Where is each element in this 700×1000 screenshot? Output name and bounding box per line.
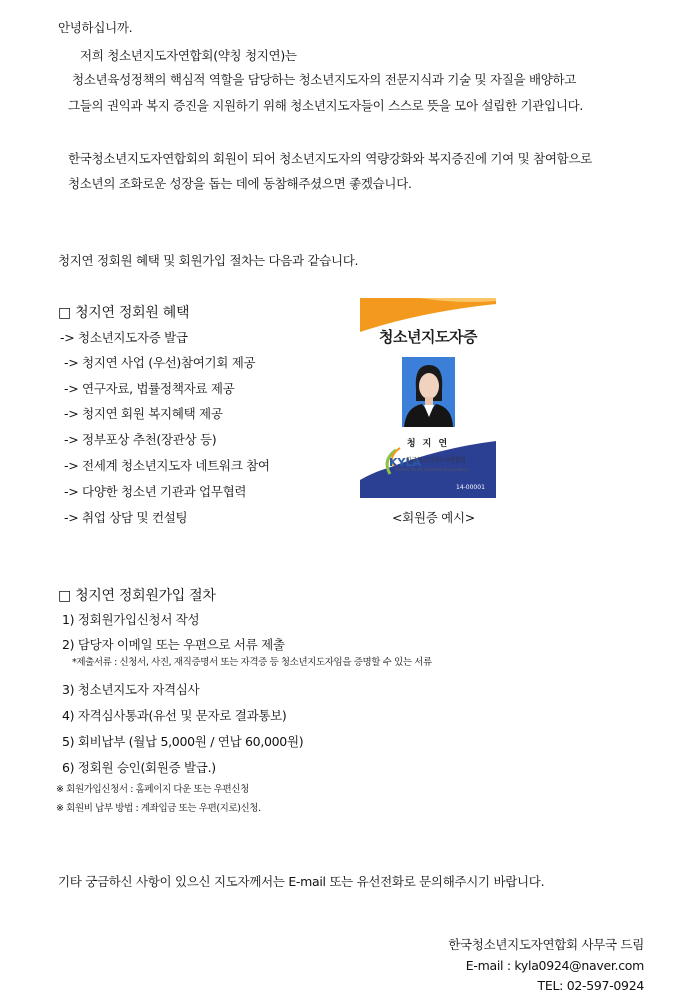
signature-tel: TEL: 02-597-0924 xyxy=(537,978,644,993)
kyla-logo: KYLA xyxy=(389,456,422,469)
member-id-card-image xyxy=(360,298,496,498)
procedure-step: 2) 담당자 이메일 또는 우편으로 서류 제출 xyxy=(62,637,285,652)
benefit-item: -> 연구자료, 법률정책자료 제공 xyxy=(64,381,235,396)
person-portrait-icon xyxy=(402,357,455,427)
closing-text: 기타 궁금하신 사항이 있으신 지도자께서는 E-mail 또는 유선전화로 문의해주시기 바랍니다. xyxy=(58,874,545,889)
intro-paragraph-1-line-2: 청소년육성정책의 핵심적 역할을 담당하는 청소년지도자의 전문지식과 기술 및 자질을 배양하고 xyxy=(72,72,577,87)
benefit-item: -> 취업 상담 및 컨설팅 xyxy=(64,510,188,525)
procedure-step: 5) 회비납부 (월납 5,000원 / 연납 60,000원) xyxy=(62,734,304,749)
intro-greeting: 안녕하십니까. xyxy=(58,20,133,35)
card-caption: <회원증 예시> xyxy=(392,510,475,525)
procedure-note: ※ 회원가입신청서 : 홈페이지 다운 또는 우편신청 xyxy=(56,784,249,795)
procedure-step: 3) 청소년지도자 자격심사 xyxy=(62,682,200,697)
benefit-item: -> 전세계 청소년지도자 네트워크 참여 xyxy=(64,458,270,473)
procedure-step: 6) 정회원 승인(회원증 발급.) xyxy=(62,760,216,775)
benefit-item: -> 청지연 회원 복지혜택 제공 xyxy=(64,406,223,421)
member-photo xyxy=(402,357,455,427)
card-title: 청소년지도자증 xyxy=(379,328,477,346)
card-org-korean: 한국청소년지도자연합회 xyxy=(406,457,466,464)
signature-from: 한국청소년지도자연합회 사무국 드림 xyxy=(448,937,644,952)
procedure-step: 4) 자격심사통과(유선 및 문자로 결과통보) xyxy=(62,708,287,723)
benefit-item: -> 청소년지도자증 발급 xyxy=(60,330,188,345)
intro-paragraph-2-line-1: 한국청소년지도자연합회의 회원이 되어 청소년지도자의 역량강화와 복지증진에 기여 및 참여함으로 xyxy=(68,151,592,166)
intro-paragraph-1-line-3: 그들의 권익과 복지 증진을 지원하기 위해 청소년지도자들이 스스로 뜻을 모아 설립한 기관입니다. xyxy=(68,98,584,113)
benefits-heading: □ 청지연 정회원 혜택 xyxy=(58,305,190,321)
benefit-item: -> 청지연 사업 (우선)참여기회 제공 xyxy=(64,355,256,370)
signature-email[interactable]: E-mail : kyla0924@naver.com xyxy=(465,958,644,973)
intro-paragraph-2-line-2: 청소년의 조화로운 성장을 돕는 데에 동참해주셨으면 좋겠습니다. xyxy=(68,176,412,191)
benefit-item: -> 다양한 청소년 기관과 업무협력 xyxy=(64,484,247,499)
card-serial-number: 14-00001 xyxy=(456,484,485,491)
procedure-step: 1) 정회원가입신청서 작성 xyxy=(62,612,200,627)
procedure-heading: □ 청지연 정회원가입 절차 xyxy=(58,588,216,604)
procedure-step-note: *제출서류 : 신청서, 사진, 재직증명서 또는 자격증 등 청소년지도자임을 증명할 수 있는 서류 xyxy=(72,657,432,668)
benefit-item: -> 정부포상 추천(장관상 등) xyxy=(64,432,217,447)
intro-paragraph-1-line-1: 저희 청소년지도자연합회(약칭 청지연)는 xyxy=(80,48,297,63)
card-member-name: 청 지 연 xyxy=(406,439,450,449)
intro-lead: 청지연 정회원 혜택 및 회원가입 절차는 다음과 같습니다. xyxy=(58,253,359,268)
procedure-note: ※ 회원비 납부 방법 : 계좌입금 또는 우편(지로)신청. xyxy=(56,803,261,814)
card-org-english: Korea Youth Leaders Association xyxy=(396,468,469,473)
